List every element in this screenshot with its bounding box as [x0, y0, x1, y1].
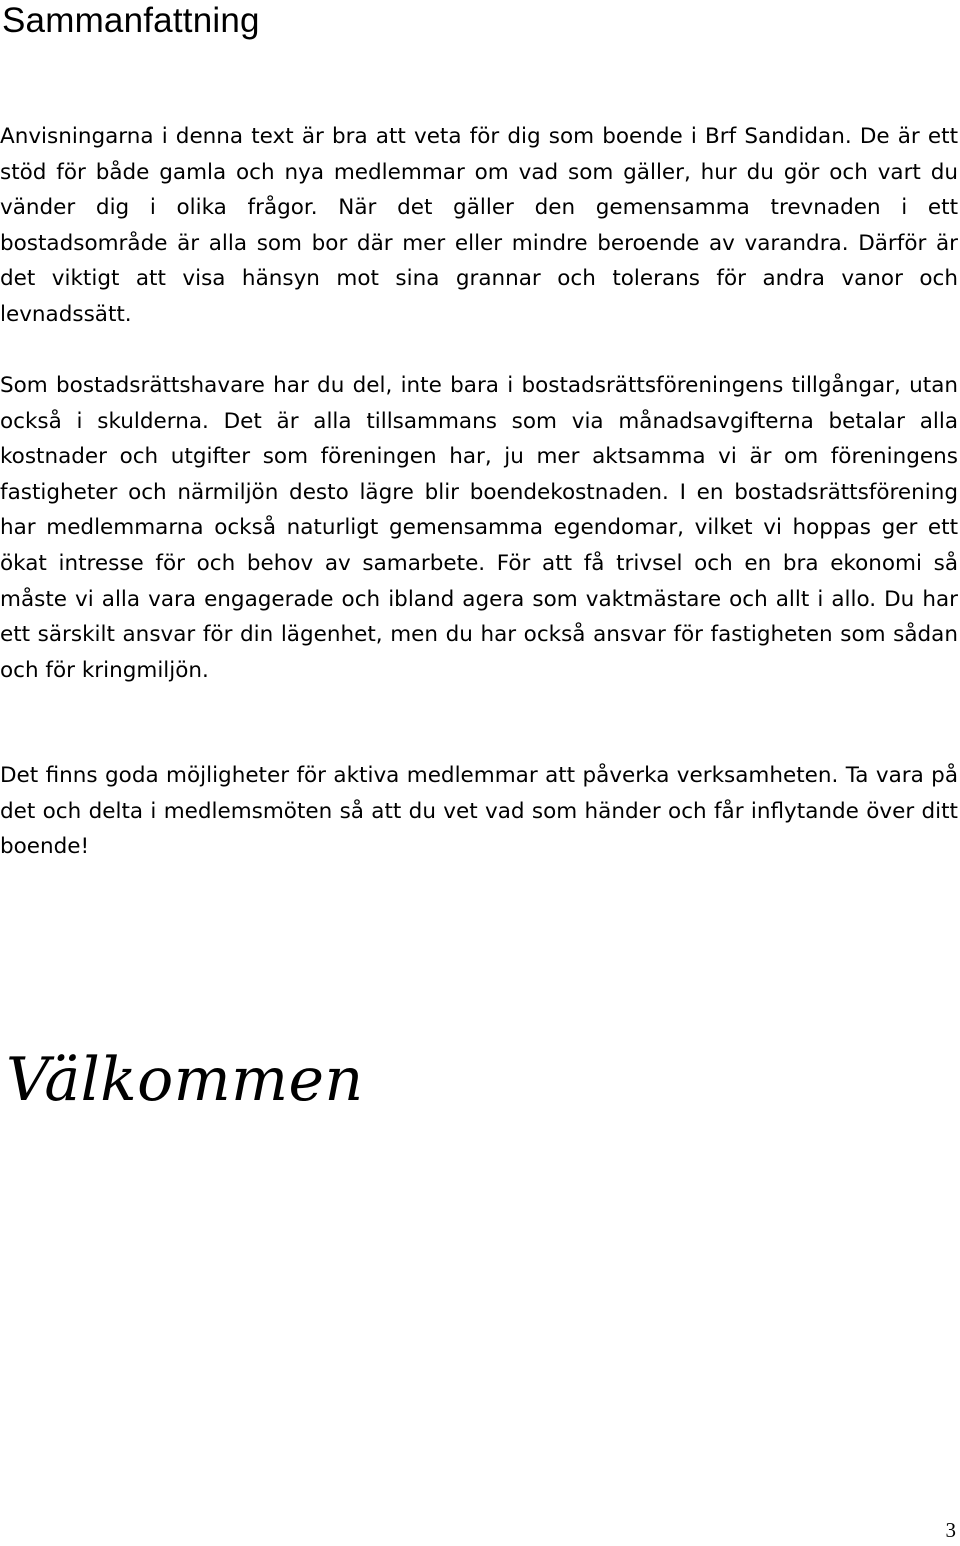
welcome-title: Välkommen	[6, 1045, 364, 1115]
paragraph-responsibility: Som bostadsrättshavare har du del, inte bara i bostadsrättsföreningens tillgångar, utan också i skulderna. Det är alla tillsammans som via månadsavgifterna betalar alla kostnader och utgifter som föreningen har, ju mer aktsamma vi är om föreningens fastigheter och närmiljön desto lägre blir boendekostnaden. I en bostadsrättsförening har medlemmarna också naturligt gemensamma egendomar, vilket vi hoppas ger ett ökat intresse för och behov av samarbete. För att få trivsel och en bra ekonomi så måste vi alla vara engagerade och ibland agera som vaktmästare och allt i allo. Du har ett särskilt ansvar för din lägenhet, men du har också ansvar för fastigheten som sådan och för kringmiljön.	[0, 373, 958, 683]
page-number: 3	[945, 1518, 956, 1542]
paragraph-participation: Det finns goda möjligheter för aktiva medlemmar att påverka verksamheten. Ta vara på det och delta i medlemsmöten så att du vet vad som händer och får inflytande över ditt boende!	[0, 763, 958, 860]
page-heading: Sammanfattning	[2, 1, 260, 40]
paragraph-intro: Anvisningarna i denna text är bra att veta för dig som boende i Brf Sandidan. De är ett stöd för både gamla och nya medlemmar om vad som gäller, hur du gör och vart du vänder dig i olika frågor. När det gäller den gemensamma trevnaden i ett bostadsområde är alla som bor där mer eller mindre beroende av varandra. Därför är det viktigt att visa hänsyn mot sina grannar och tolerans för andra vanor och levnadssätt.	[0, 124, 958, 327]
